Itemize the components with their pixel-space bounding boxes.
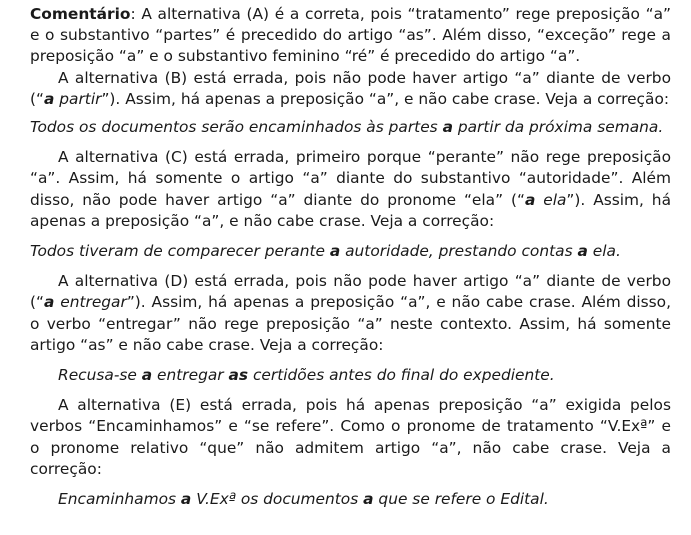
alt-d-example-1: Recusa-se bbox=[58, 366, 142, 385]
alternative-c-paragraph bbox=[30, 147, 671, 232]
alt-b-bold-a: a bbox=[43, 89, 55, 108]
alternative-d-example bbox=[30, 365, 671, 386]
alt-c-example-bold-1: a bbox=[329, 242, 341, 261]
alternative-e-example bbox=[30, 489, 671, 510]
alt-d-example-3: certidões antes do final do expediente. bbox=[248, 366, 555, 385]
alternative-b-example bbox=[30, 117, 671, 138]
alt-c-bold-a: a bbox=[524, 190, 536, 209]
alt-c-example-bold-2: a bbox=[577, 242, 588, 261]
alt-e-example-bold-2: a bbox=[363, 490, 374, 509]
comentario-text: : A alternativa (A) é a correta, pois “tratamento” rege preposição “a” e o substantivo “partes” é precedido do artigo “as”. Além disso, “exceção” rege a preposição “a” e o substantivo feminino “ré” é precedido do artigo “a”. bbox=[30, 5, 671, 66]
alt-c-text-1: A alternativa (C) está errada, primeiro porque “perante” não rege preposição “a”. Assim, há somente o artigo “a” diante do substantivo “autoridade”. Além disso, não pode haver artigo “a” diante do pronome “ela” (“ bbox=[30, 148, 671, 209]
alt-c-italic-pronoun: ela bbox=[535, 190, 567, 209]
alt-c-example-3: ela. bbox=[587, 242, 621, 261]
alternative-c-example bbox=[30, 241, 671, 262]
alt-d-text-2: ”). Assim, há apenas a preposição “a”, e não cabe crase. Além disso, o verbo “entregar” não rege preposição “a” neste contexto. Assim, há somente artigo “as” e não cabe crase. Veja a correção: bbox=[30, 293, 671, 354]
alternative-e-paragraph bbox=[30, 395, 671, 480]
alt-e-example-1: Encaminhamos bbox=[58, 490, 181, 509]
alt-d-example-bold-2: as bbox=[228, 366, 249, 385]
alt-d-text-1: A alternativa (D) está errada, pois não pode haver artigo “a” diante de verbo (“ bbox=[30, 272, 671, 312]
alt-b-example-bold: a bbox=[442, 118, 453, 137]
alt-c-text-2: ”). Assim, há apenas a preposição “a”, e não cabe crase. Veja a correção: bbox=[30, 190, 671, 230]
alt-b-example-2: partir da próxima semana. bbox=[452, 118, 664, 137]
alternative-b-paragraph bbox=[30, 68, 671, 110]
comentario-label: Comentário bbox=[30, 5, 131, 23]
alt-d-example-2: entregar bbox=[152, 366, 229, 385]
alt-b-italic-verb: partir bbox=[54, 89, 102, 108]
alt-b-example-1: Todos os documentos serão encaminhados às partes bbox=[30, 118, 443, 137]
commentary-document bbox=[30, 4, 671, 510]
alt-c-example-1: Todos tiveram de comparecer perante bbox=[30, 242, 330, 261]
alt-c-example-2: autoridade, prestando contas bbox=[340, 242, 578, 261]
comentario-paragraph bbox=[30, 4, 671, 68]
alternative-d-paragraph bbox=[30, 271, 671, 356]
alt-e-example-bold-1: a bbox=[180, 490, 192, 509]
alt-d-italic-verb: entregar bbox=[54, 293, 127, 312]
alt-e-example-2: V.Exª os documentos bbox=[191, 490, 364, 509]
alt-b-text-1: A alternativa (B) está errada, pois não pode haver artigo “a” diante de verbo (“ bbox=[30, 68, 671, 108]
alt-d-bold-a: a bbox=[43, 293, 55, 312]
alt-e-text: A alternativa (E) está errada, pois há apenas preposição “a” exigida pelos verbos “Encaminhamos” e “se refere”. Como o pronome de tratamento “V.Exª” e o pronome relativo “que” não admitem artigo “a”, não cabe crase. Veja a correção: bbox=[30, 396, 671, 478]
alt-e-example-3: que se refere o Edital. bbox=[373, 490, 549, 509]
alt-b-text-2: ”). Assim, há apenas a preposição “a”, e não cabe crase. Veja a correção: bbox=[101, 89, 670, 108]
alt-d-example-bold-1: a bbox=[141, 366, 153, 385]
